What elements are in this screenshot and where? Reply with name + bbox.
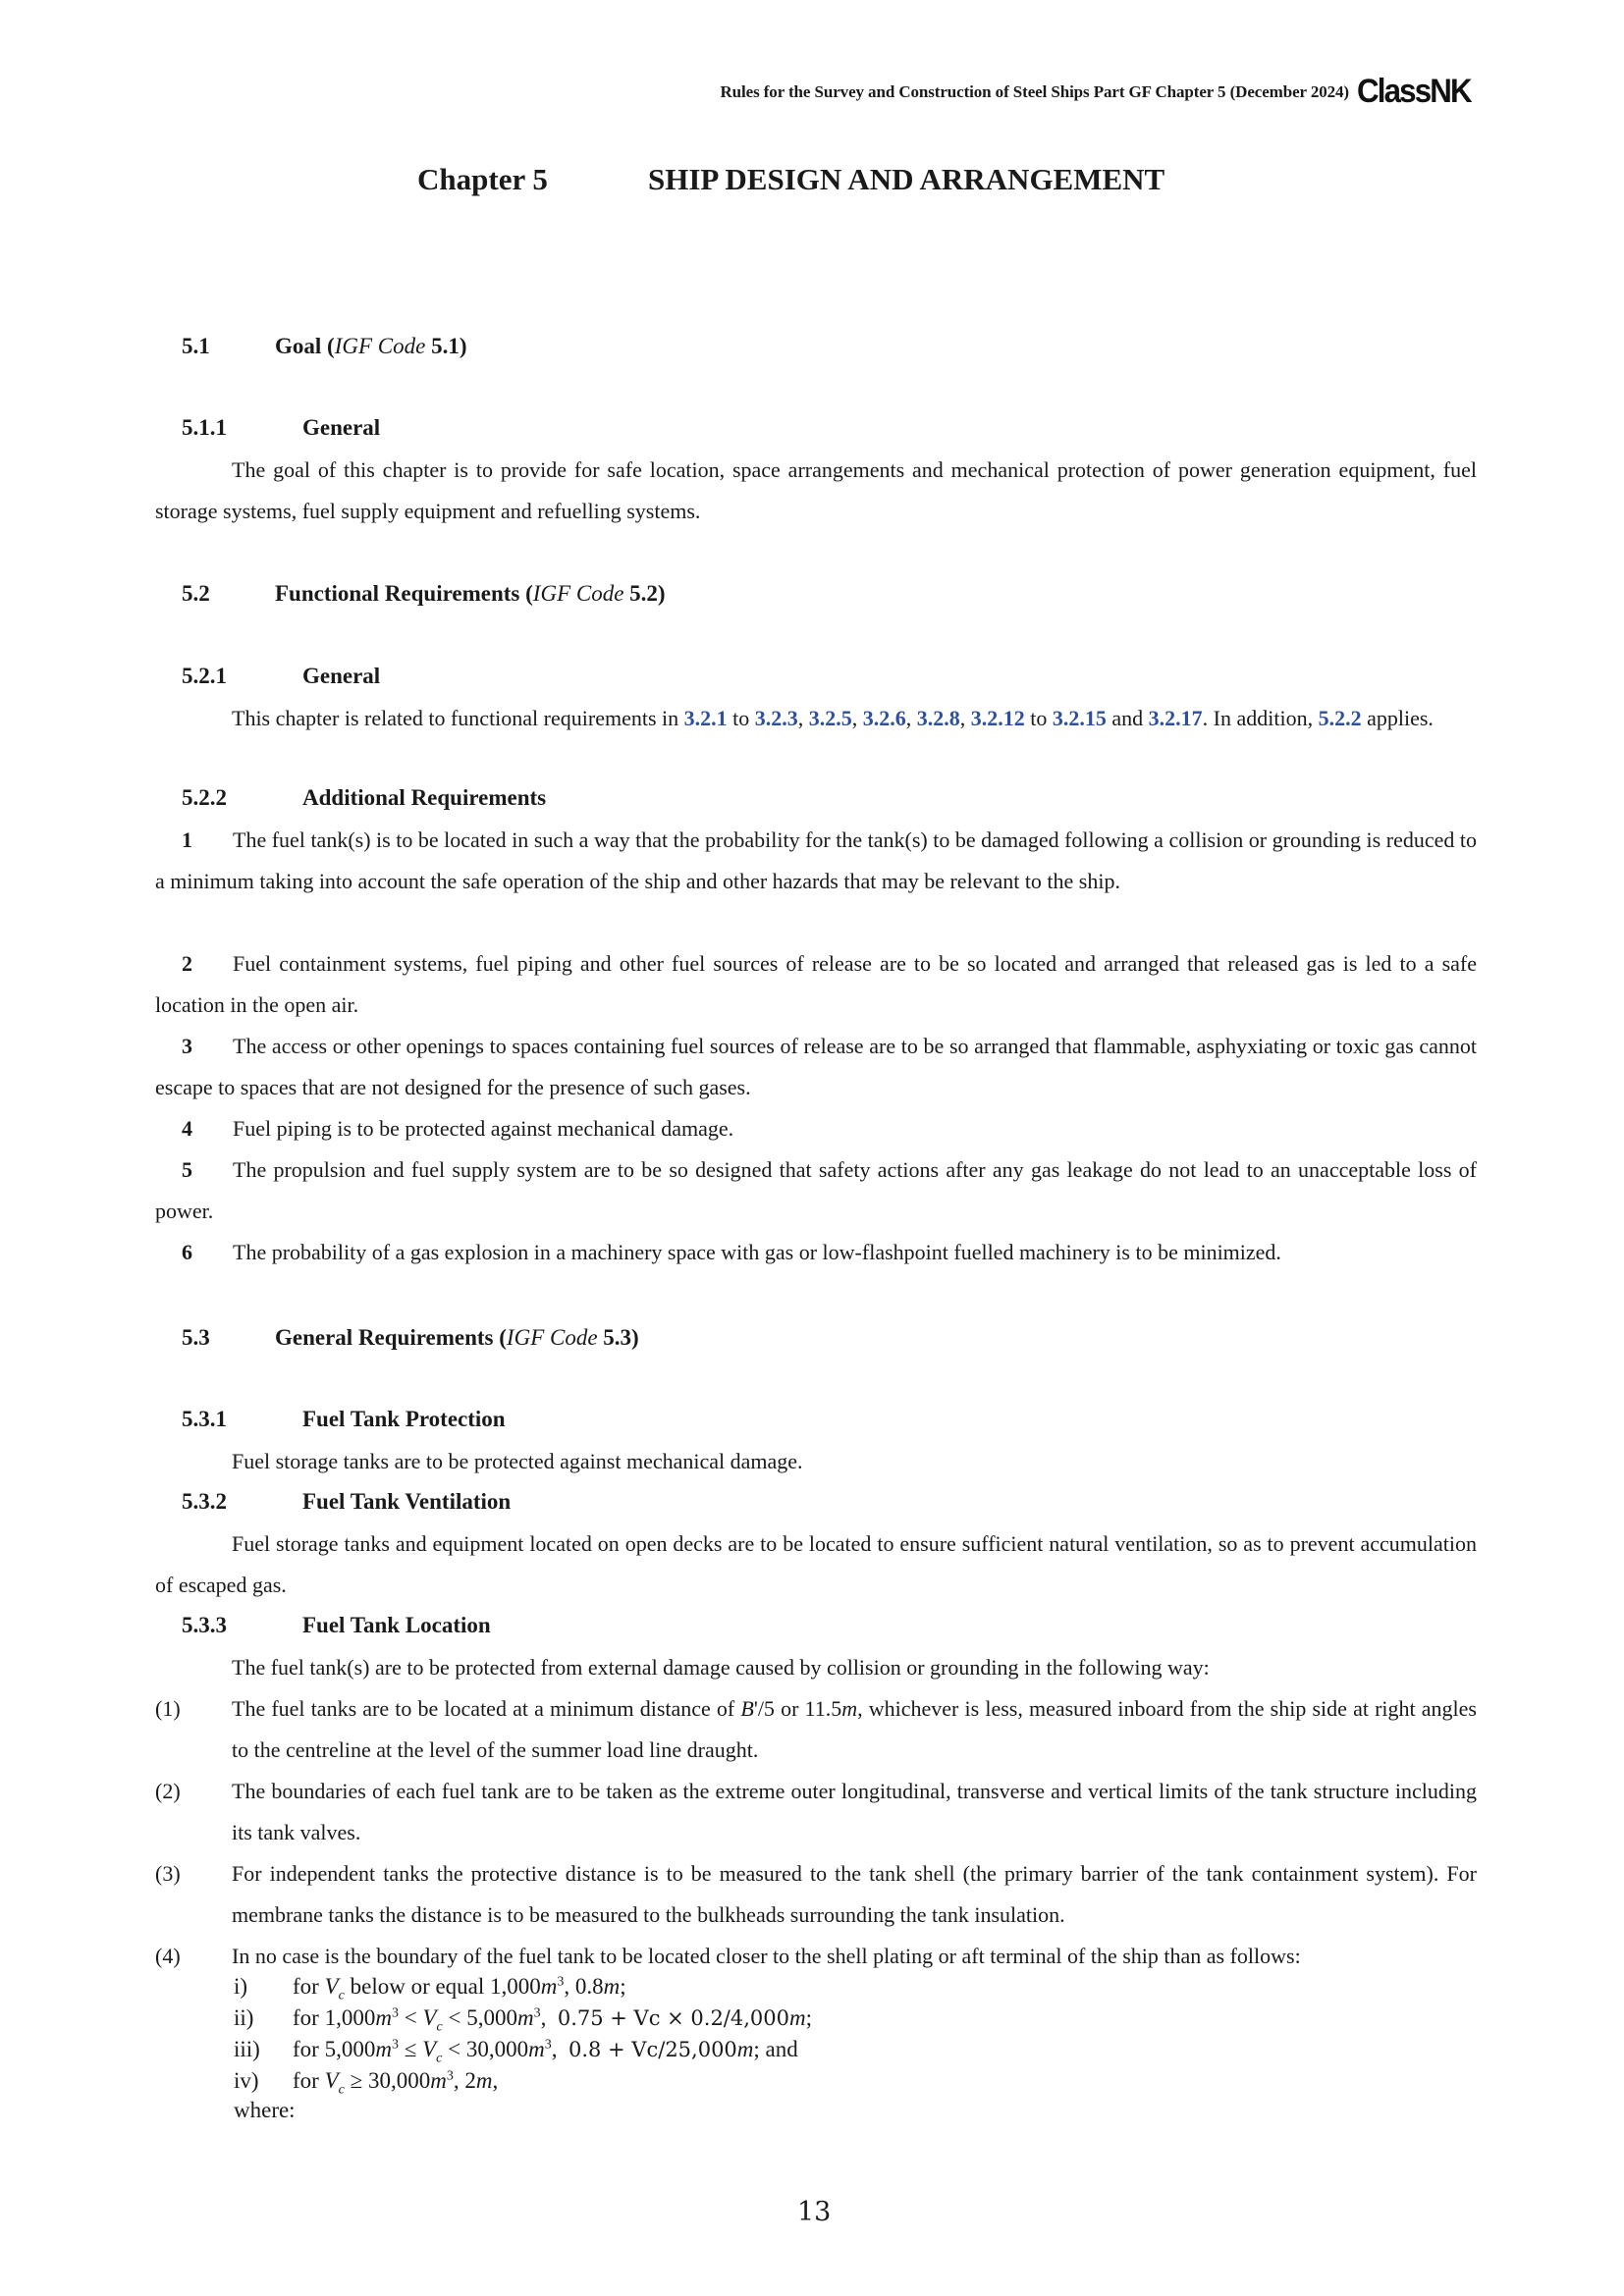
section-5-3-1-heading: 5.3.1 Fuel Tank Protection	[182, 1407, 506, 1431]
chapter-title	[417, 162, 1164, 197]
section-5-1-heading: 5.1 Goal (IGF Code 5.1)	[182, 334, 467, 358]
ref-link[interactable]: 3.2.15	[1052, 706, 1107, 730]
chapter-name: SHIP DESIGN AND ARRANGEMENT	[648, 162, 1165, 196]
distance-rule-iii: iii) for $5,000m^3 \le V_c < 30,000m^3$, 0.8 + Vc/25,000m; and	[234, 2037, 798, 2066]
section-5-3-1-text: Fuel storage tanks are to be protected against mechanical damage.	[232, 1449, 803, 1473]
formula: 0.75 + Vc × 0.2/4,000	[557, 2006, 789, 2030]
location-item-4: (4) In no case is the boundary of the fuel tank to be located closer to the shell plating or aft terminal of the ship than as follows:	[155, 1944, 1301, 1968]
section-5-2-2-heading: 5.2.2 Additional Requirements	[182, 785, 547, 810]
requirement-item: 4 Fuel piping is to be protected against mechanical damage.	[182, 1116, 734, 1141]
distance-rule-i: i) for $V_c$ below or equal $1,000m^3$, 0.8m;	[234, 1974, 626, 2003]
classnk-logo: ClassNK	[1357, 73, 1471, 110]
section-5-3-3-intro: The fuel tank(s) are to be protected from external damage caused by collision or grounding in the following way:	[232, 1655, 1210, 1680]
ref-link[interactable]: 5.2.2	[1318, 706, 1362, 730]
ref-link[interactable]: 3.2.1	[683, 706, 728, 730]
page-number: 13	[797, 2197, 832, 2227]
distance-rule-iv: iv) for $V_c \ge 30,000m^3$, 2m,	[234, 2068, 499, 2098]
chapter-number: Chapter 5	[417, 162, 548, 196]
ref-link[interactable]: 3.2.8	[916, 706, 960, 730]
ref-link[interactable]: 3.2.5	[808, 706, 852, 730]
section-5-3-2-text: Fuel storage tanks and equipment located on open decks are to be located to ensure sufficient natural ventilation, so as to prevent accumulation of escaped gas.	[155, 1531, 1477, 1597]
requirement-item: 1 The fuel tank(s) is to be located in such a way that the probability for the tank(s) to be damaged following a collision or grounding is reduced to a minimum taking into account the safe operation of the ship and other hazards that may be relevant to the ship.	[155, 828, 1477, 893]
formula: 0.8 + Vc/25,000	[568, 2038, 737, 2061]
where-label: where:	[234, 2098, 296, 2122]
ref-link[interactable]: 3.2.12	[970, 706, 1025, 730]
running-header: Rules for the Survey and Construction of Steel Ships Part GF Chapter 5 (December 2024)	[720, 82, 1349, 101]
requirement-item: 5 The propulsion and fuel supply system are to be so designed that safety actions after any gas leakage do not lead to an unacceptable loss of power.	[155, 1157, 1477, 1223]
requirement-item: 6 The probability of a gas explosion in a machinery space with gas or low-flashpoint fuelled machinery is to be minimized.	[182, 1240, 1281, 1264]
section-5-3-3-heading: 5.3.3 Fuel Tank Location	[182, 1613, 491, 1637]
requirement-item: 3 The access or other openings to spaces containing fuel sources of release are to be so arranged that flammable, asphyxiating or toxic gas cannot escape to spaces that are not designed for the presence of such gases.	[155, 1034, 1477, 1099]
ref-link[interactable]: 3.2.3	[754, 706, 798, 730]
location-item-1: (1) The fuel tanks are to be located at a minimum distance of B'/5 or 11.5m, whichever is less, measured inboard from the ship side at right angles to the centreline at the level of the summer load line draught.	[155, 1696, 1477, 1762]
section-5-2-1-heading: 5.2.1 General	[182, 664, 381, 688]
section-5-2-1-text: This chapter is related to functional requirements in 3.2.1 to 3.2.3, 3.2.5, 3.2.6, 3.2.8, 3.2.12 to 3.2.15 and 3.2.17. In addition, 5.2.2 applies.	[232, 706, 1434, 730]
location-item-3: (3) For independent tanks the protective distance is to be measured to the tank shell (the primary barrier of the tank containment system). For membrane tanks the distance is to be measured to the bulkheads surrounding the tank insulation.	[155, 1861, 1477, 1927]
ref-link[interactable]: 3.2.17	[1148, 706, 1203, 730]
section-5-3-heading: 5.3 General Requirements (IGF Code 5.3)	[182, 1325, 639, 1350]
section-5-1-1-heading: 5.1.1 General	[182, 415, 381, 440]
section-5-1-1-text: The goal of this chapter is to provide for safe location, space arrangements and mechanical protection of power generation equipment, fuel storage systems, fuel supply equipment and refuelling systems.	[155, 457, 1477, 523]
section-5-2-heading: 5.2 Functional Requirements (IGF Code 5.2)	[182, 581, 666, 606]
requirement-item: 2 Fuel containment systems, fuel piping and other fuel sources of release are to be so located and arranged that released gas is led to a safe location in the open air.	[155, 951, 1477, 1017]
section-5-3-2-heading: 5.3.2 Fuel Tank Ventilation	[182, 1489, 512, 1514]
location-item-2: (2) The boundaries of each fuel tank are to be taken as the extreme outer longitudinal, transverse and vertical limits of the tank structure including its tank valves.	[155, 1779, 1477, 1844]
ref-link[interactable]: 3.2.6	[862, 706, 906, 730]
distance-rule-ii: ii) for $1,000m^3 < V_c < 5,000m^3$, 0.75 + Vc × 0.2/4,000m;	[234, 2005, 813, 2035]
